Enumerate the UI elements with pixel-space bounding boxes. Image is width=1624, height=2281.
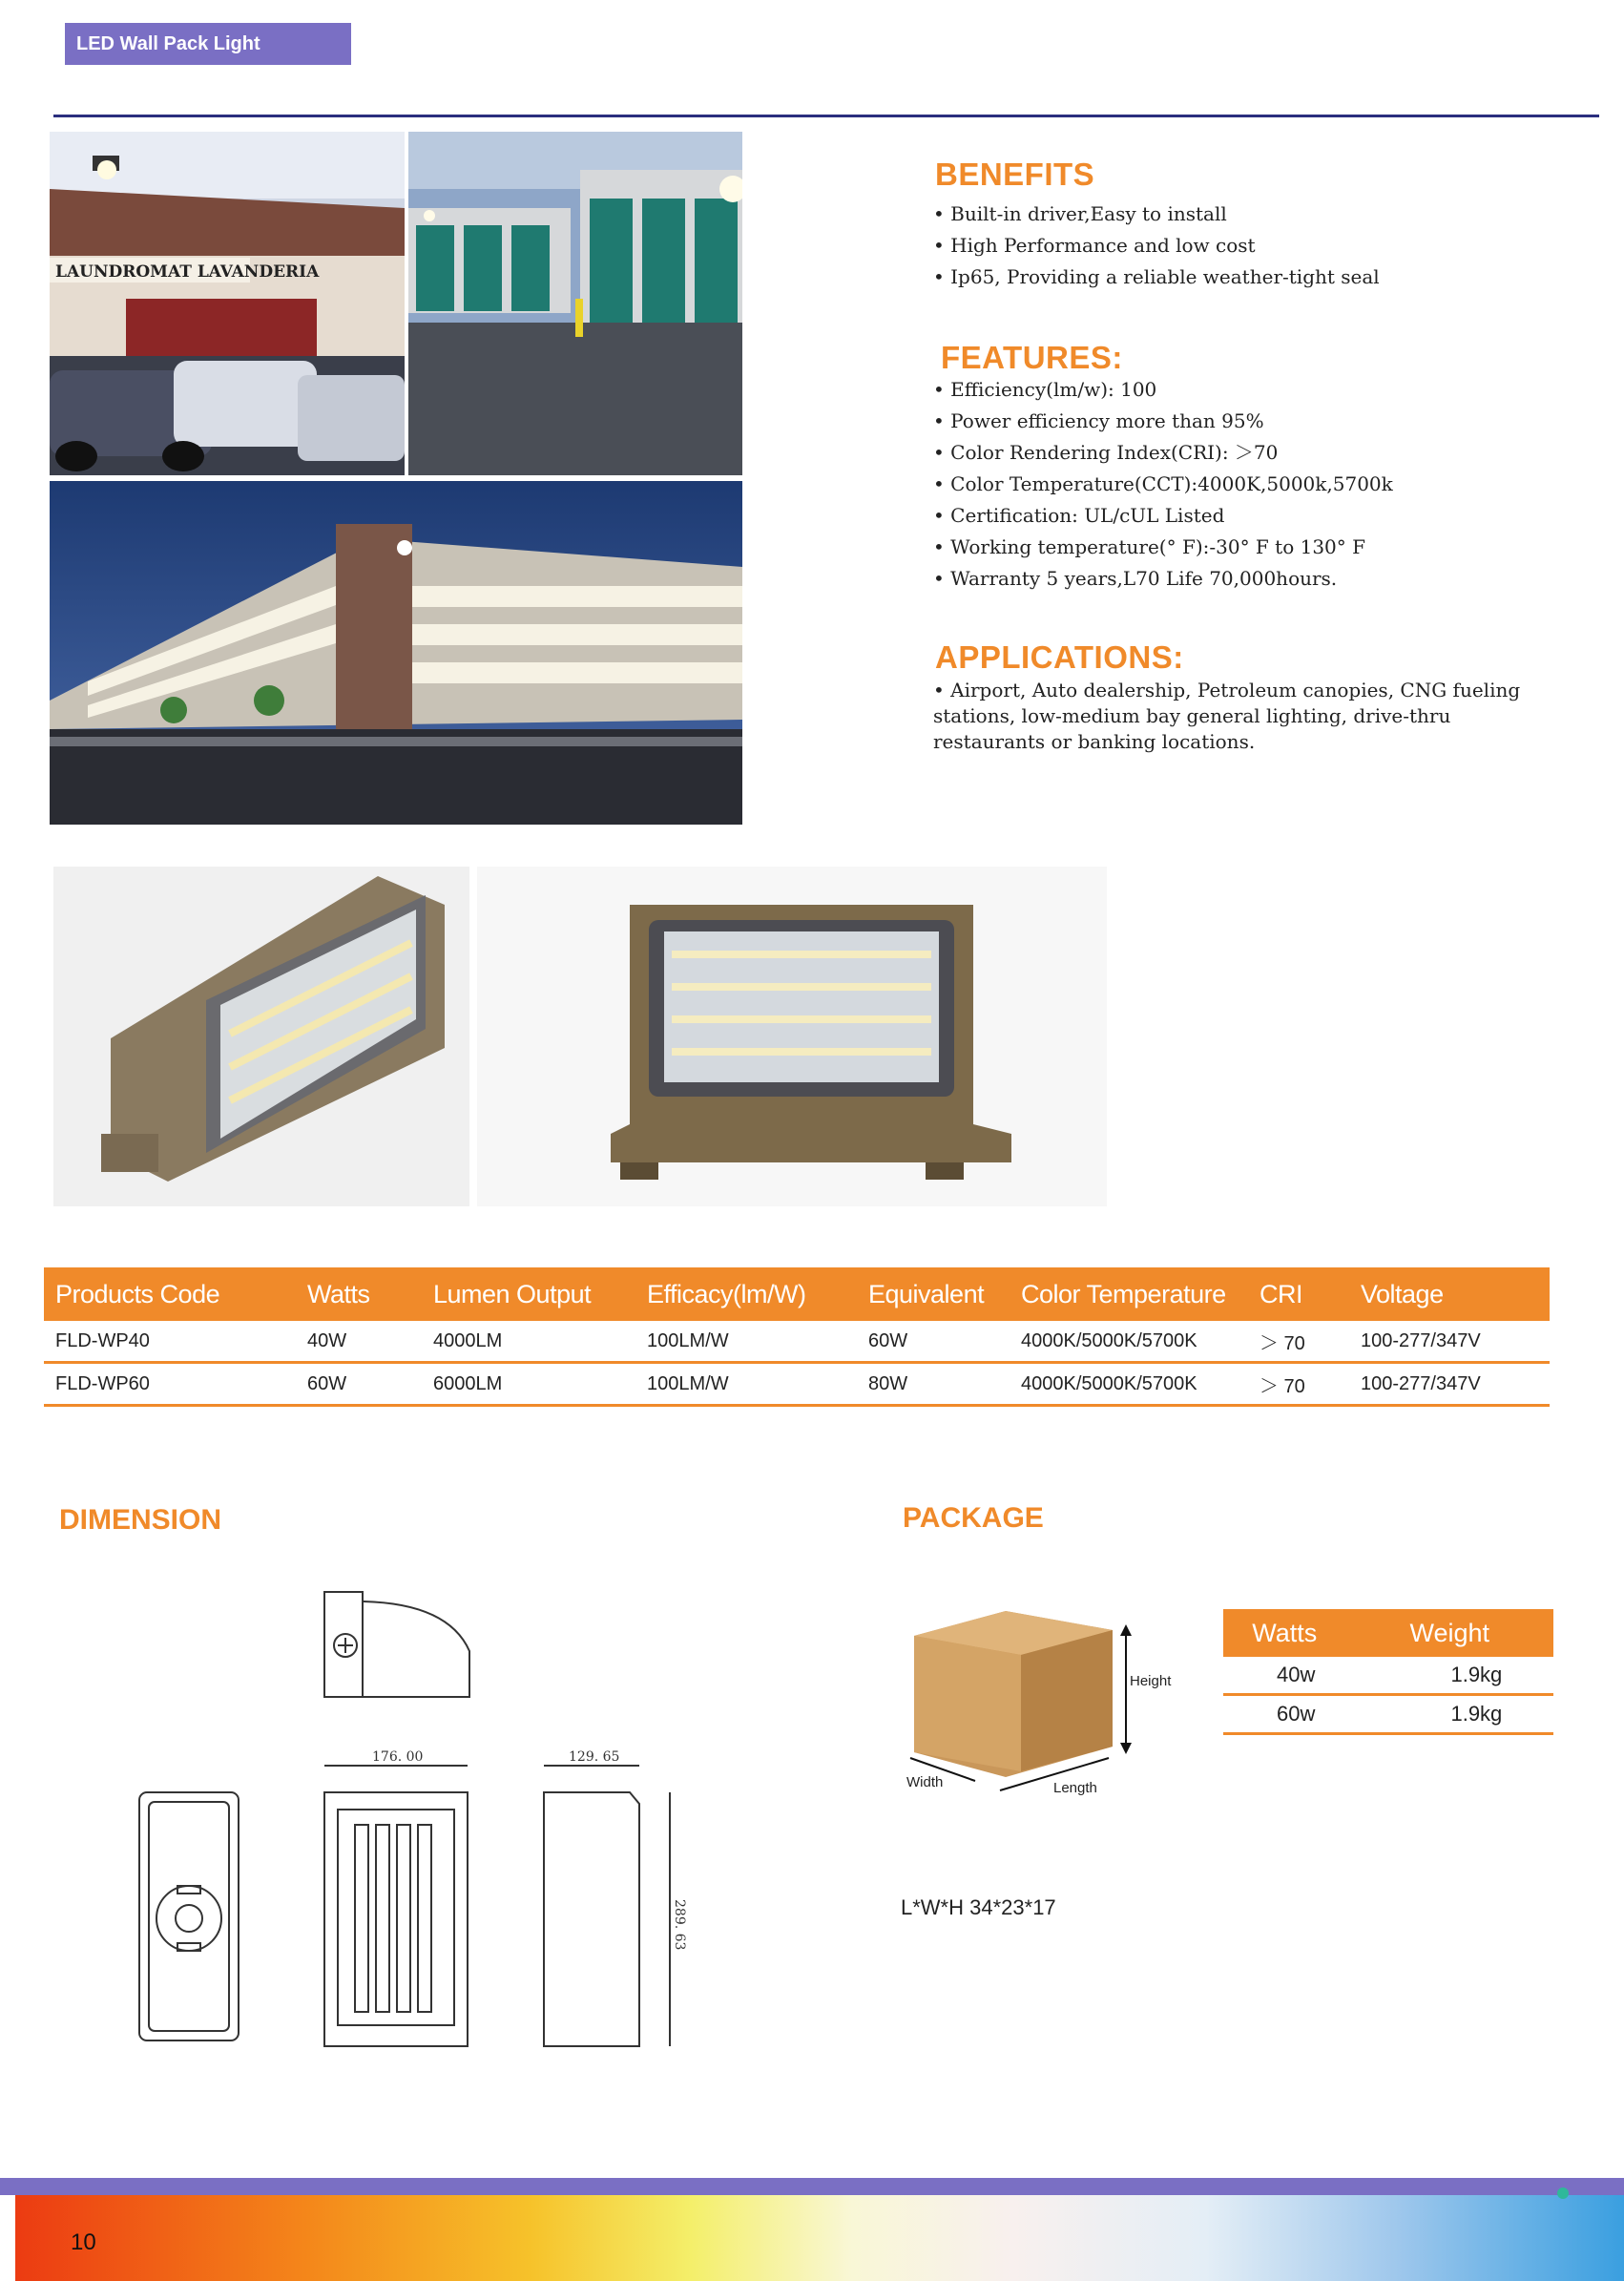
column-header: Products Code	[44, 1267, 296, 1321]
list-item: • Warranty 5 years,L70 Life 70,000hours.	[933, 563, 1393, 595]
footer-bar	[0, 2178, 1624, 2195]
column-header: Voltage	[1349, 1267, 1550, 1321]
package-header-row	[1223, 1609, 1553, 1657]
table-cell: ＞ 70	[1248, 1321, 1349, 1363]
benefits-title: BENEFITS	[935, 157, 1095, 192]
list-item: • Power efficiency more than 95%	[933, 406, 1393, 437]
column-header: Efficacy(lm/W)	[635, 1267, 857, 1321]
table-cell: 6000LM	[422, 1363, 635, 1406]
table-row	[1223, 1695, 1553, 1734]
list-item: • Certification: UL/cUL Listed	[933, 500, 1393, 532]
table-cell: 60w	[1223, 1695, 1345, 1734]
list-item: • Color Temperature(CCT):4000K,5000k,5700k	[933, 469, 1393, 500]
list-item: • High Performance and low cost	[933, 230, 1380, 262]
document-tag: LED Wall Pack Light	[65, 23, 351, 65]
footer-gradient	[15, 2195, 1624, 2281]
table-cell: 40W	[296, 1321, 422, 1363]
column-header: Color Temperature	[1010, 1267, 1248, 1321]
list-item: • Built-in driver,Easy to install	[933, 199, 1380, 230]
column-header: Weight	[1345, 1609, 1553, 1657]
table-cell: 60W	[857, 1321, 1010, 1363]
list-item: • Ip65, Providing a reliable weather-tight seal	[933, 262, 1380, 293]
product-angle-image	[53, 867, 469, 1206]
table-cell: 1.9kg	[1345, 1695, 1553, 1734]
table-cell: FLD-WP40	[44, 1321, 296, 1363]
features-title: FEATURES:	[941, 340, 1123, 375]
laundromat-sign: LAUNDROMAT LAVANDERIA	[55, 262, 320, 282]
box-width-label: Width	[906, 1774, 944, 1790]
box-length-label: Length	[1053, 1780, 1097, 1796]
features-list	[933, 374, 1393, 595]
product-front-image	[477, 867, 1107, 1206]
table-row	[1223, 1657, 1553, 1695]
dimension-drawings	[134, 1584, 687, 2061]
table-cell: ＞ 70	[1248, 1363, 1349, 1406]
spec-table	[44, 1267, 1550, 1407]
table-cell: 100-277/347V	[1349, 1363, 1550, 1406]
package-title: PACKAGE	[903, 1502, 1044, 1534]
list-item: • Working temperature(° F):-30° F to 130° F	[933, 532, 1393, 563]
depth-dimension-label: 129. 65	[569, 1749, 620, 1765]
table-row	[44, 1363, 1550, 1406]
column-header: Lumen Output	[422, 1267, 635, 1321]
footer-dot	[1557, 2187, 1569, 2199]
table-cell: 100LM/W	[635, 1363, 857, 1406]
dimension-title: DIMENSION	[59, 1504, 222, 1536]
table-cell: 100LM/W	[635, 1321, 857, 1363]
table-row	[44, 1321, 1550, 1363]
table-cell: 100-277/347V	[1349, 1321, 1550, 1363]
box-height-label: Height	[1130, 1673, 1172, 1689]
list-item: • Efficiency(lm/w): 100	[933, 374, 1393, 406]
table-cell: 40w	[1223, 1657, 1345, 1695]
table-cell: 4000K/5000K/5700K	[1010, 1321, 1248, 1363]
column-header: CRI	[1248, 1267, 1349, 1321]
width-dimension-label: 176. 00	[372, 1749, 424, 1765]
photo-laundromat	[50, 132, 405, 475]
list-item: • Color Rendering Index(CRI): ＞70	[933, 437, 1393, 469]
photo-parking-garage	[50, 481, 742, 825]
benefits-list	[933, 199, 1380, 293]
spec-header-row	[44, 1267, 1550, 1321]
table-cell: 60W	[296, 1363, 422, 1406]
table-cell: 4000K/5000K/5700K	[1010, 1363, 1248, 1406]
table-cell: 1.9kg	[1345, 1657, 1553, 1695]
column-header: Watts	[296, 1267, 422, 1321]
package-table	[1223, 1609, 1553, 1735]
photo-storage	[408, 132, 742, 475]
applications-title: APPLICATIONS:	[935, 639, 1184, 675]
table-cell: 4000LM	[422, 1321, 635, 1363]
column-header: Watts	[1223, 1609, 1345, 1657]
table-cell: FLD-WP60	[44, 1363, 296, 1406]
package-size: L*W*H 34*23*17	[901, 1895, 1056, 1919]
height-dimension-label: 289. 63	[672, 1899, 687, 1951]
header-rule	[53, 115, 1599, 117]
package-box-illustration	[901, 1603, 1187, 1804]
column-header: Equivalent	[857, 1267, 1010, 1321]
table-cell: 80W	[857, 1363, 1010, 1406]
page-number: 10	[71, 2229, 96, 2255]
applications-text: • Airport, Auto dealership, Petroleum canopies, CNG fueling stations, low-medium bay general lighting, drive-thru restaurants or banking locations.	[933, 679, 1521, 753]
